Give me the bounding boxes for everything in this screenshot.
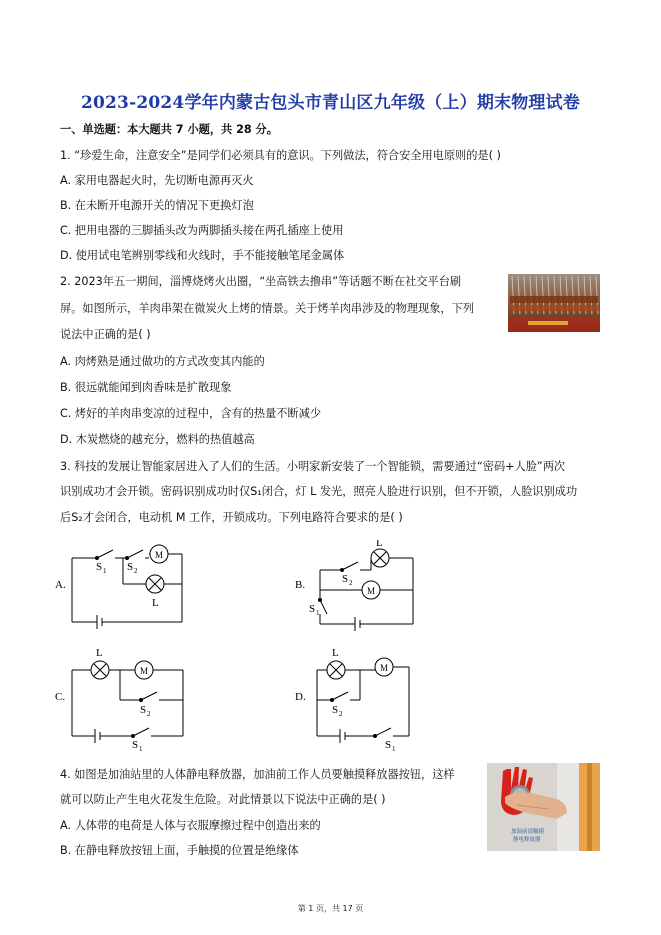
circuit-c	[72, 661, 183, 743]
kebab-photo	[508, 274, 600, 332]
circuit-diagrams	[55, 540, 455, 752]
section-heading: 一、单选题：本大题共 7 小题，共 28 分。	[60, 123, 278, 136]
question-4-stem-line1: 4. 如图是加油站里的人体静电释放器，加油前工作人员要触摸释放器按钮，这样	[60, 768, 455, 781]
static-discharger-photo	[487, 763, 600, 851]
sign-text-1: 加油前请触摸	[511, 829, 545, 835]
circuit-b	[319, 549, 414, 631]
label-m: M	[367, 586, 376, 596]
label-m: M	[140, 666, 149, 676]
circuit-a-label: A.	[55, 579, 66, 591]
question-3-stem-line3: 后S₂才会闭合，电动机 M 工作，开锁成功。下列电路符合要求的是( )	[60, 511, 403, 524]
q1-option-d: D. 使用试电笔辨别零线和火线时，手不能接触笔尾金属体	[60, 249, 345, 262]
label-sub: 1	[392, 745, 396, 752]
label-s: S	[132, 739, 139, 751]
label-s: S	[96, 561, 103, 573]
circuit-c-label: C.	[55, 691, 66, 703]
question-2-stem-line1: 2. 2023年五一期间，淄博烧烤火出圈，“坐高铁去撸串”等话题不断在社交平台刷	[60, 275, 462, 288]
q2-option-d: D. 木炭燃烧的越充分，燃料的热值越高	[60, 433, 255, 446]
label-m: M	[155, 550, 164, 560]
label-sub: 1	[316, 609, 320, 617]
circuit-a	[72, 545, 182, 629]
label-m: M	[380, 663, 389, 673]
label-sub: 1	[139, 745, 143, 752]
question-2-stem-line3: 说法中正确的是( )	[60, 328, 151, 341]
q4-option-b: B. 在静电释放按钮上面，手触摸的位置是绝缘体	[60, 844, 299, 857]
question-3-stem-line1: 3. 科技的发展让智能家居进入了人们的生活。小明家新安装了一个智能锁，需要通过“密码+人脸”两次	[60, 460, 566, 473]
label-l: L	[152, 597, 159, 609]
q2-option-a: A. 肉烤熟是通过做功的方式改变其内能的	[60, 355, 265, 368]
label-s: S	[342, 573, 349, 585]
q1-option-b: B. 在未断开电源开关的情况下更换灯泡	[60, 199, 254, 212]
q2-option-b: B. 很远就能闻到肉香味是扩散现象	[60, 381, 232, 394]
label-l: L	[332, 647, 339, 659]
label-l: L	[376, 540, 383, 549]
label-s: S	[309, 603, 316, 615]
q1-option-c: C. 把用电器的三脚插头改为两脚插头接在两孔插座上使用	[60, 224, 344, 237]
label-sub: 2	[147, 710, 151, 718]
question-2-stem-line2: 屏。如图所示，羊肉串架在微炭火上烤的情景。关于烤羊肉串涉及的物理现象，下列	[60, 302, 474, 315]
question-4-stem-line2: 就可以防止产生电火花发生危险。对此情景以下说法中正确的是( )	[60, 793, 386, 806]
label-sub: 1	[103, 567, 107, 575]
label-sub: 2	[349, 579, 353, 587]
q2-option-c: C. 烤好的羊肉串变凉的过程中，含有的热量不断减少	[60, 407, 322, 420]
circuit-d	[317, 658, 409, 743]
label-s: S	[127, 561, 134, 573]
sign-text-2: 静电释放器	[513, 837, 541, 843]
question-3-stem-line2: 识别成功才会开锁。密码识别成功时仅S₁闭合，灯 L 发光，照亮人脸进行识别，但不开锁，人脸识别成功	[60, 485, 578, 498]
label-s: S	[385, 739, 392, 751]
page-footer: 第 1 页，共 17 页	[297, 904, 364, 913]
label-s: S	[332, 704, 339, 716]
label-s: S	[140, 704, 147, 716]
page-title: 2023-2024学年内蒙古包头市青山区九年级（上）期末物理试卷	[80, 93, 581, 113]
circuit-d-label: D.	[295, 691, 306, 703]
label-sub: 2	[134, 567, 138, 575]
q4-option-a: A. 人体带的电荷是人体与衣服摩擦过程中创造出来的	[60, 819, 321, 832]
question-1-stem: 1. “珍爱生命，注意安全”是同学们必须具有的意识。下列做法，符合安全用电原则的是( )	[60, 149, 501, 162]
circuit-b-label: B.	[295, 579, 306, 591]
label-l: L	[96, 647, 103, 659]
q1-option-a: A. 家用电器起火时，先切断电源再灭火	[60, 174, 254, 187]
label-sub: 2	[339, 710, 343, 718]
